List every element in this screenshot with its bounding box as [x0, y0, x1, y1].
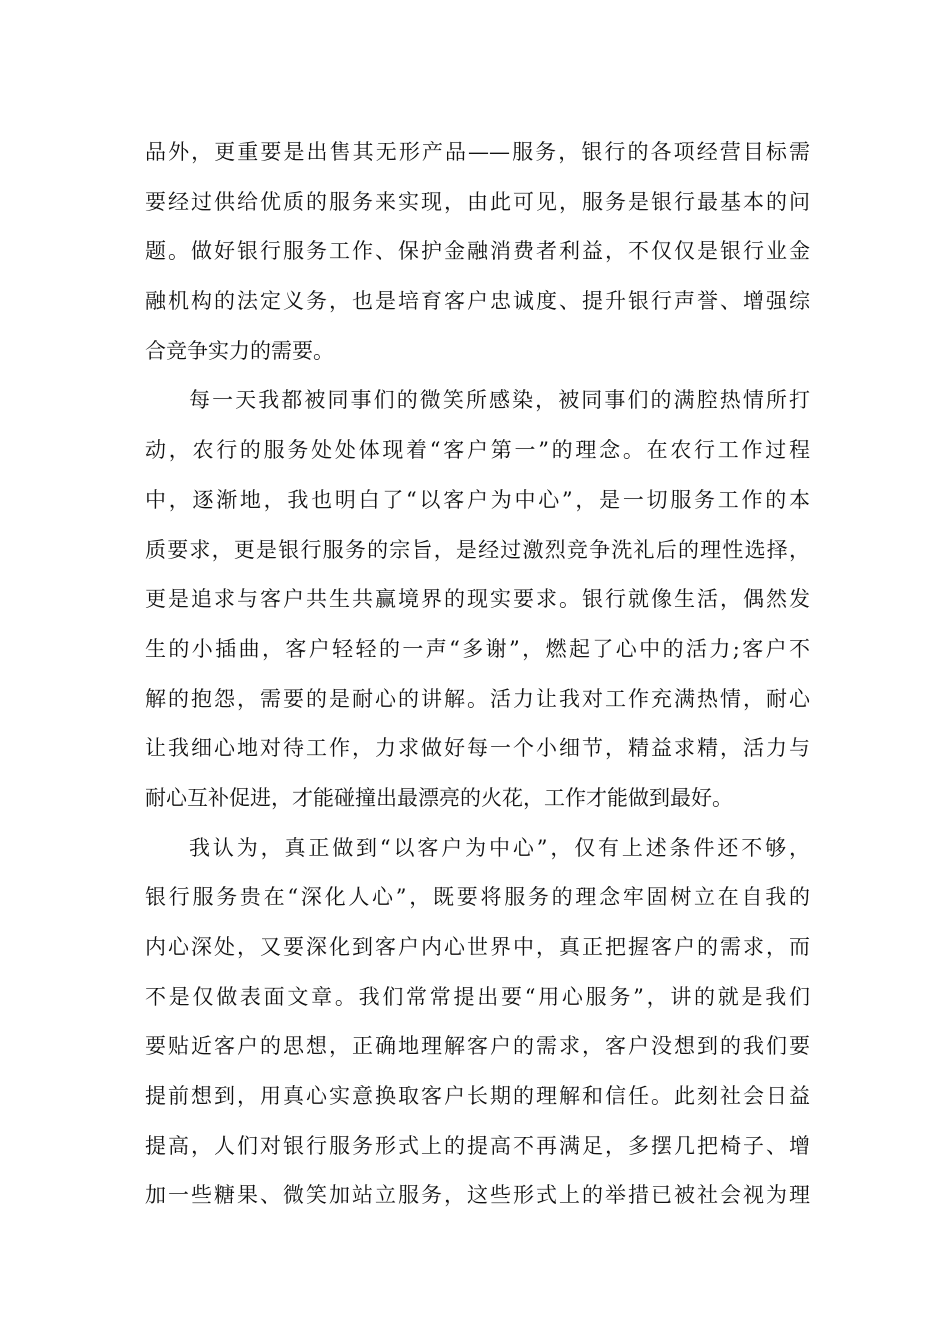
text-line: 内心深处，又要深化到客户内心世界中，真正把握客户的需求，而 — [145, 935, 810, 959]
text-line: 银行服务贵在“深化人心”，既要将服务的理念牢固树立在自我的 — [145, 885, 810, 910]
text-line: 提高，人们对银行服务形式上的提高不再满足，多摆几把椅子、增 — [145, 1133, 810, 1158]
text-line: 我认为，真正做到“以客户为中心”，仅有上述条件还不够， — [189, 835, 810, 860]
text-line: 让我细心地对待工作，力求做好每一个小细节，精益求精，活力与 — [145, 736, 810, 761]
document-body — [145, 128, 810, 1221]
text-line: 耐心互补促进，才能碰撞出最漂亮的火花，工作才能做到最好。 — [145, 785, 733, 810]
text-line: 生的小插曲，客户轻轻的一声“多谢”，燃起了心中的活力;客户不 — [145, 636, 810, 661]
text-line: 不是仅做表面文章。我们常常提出要“用心服务”，讲的就是我们 — [145, 984, 810, 1009]
text-line: 要经过供给优质的服务来实现，由此可见，服务是银行最基本的问 — [145, 189, 810, 214]
text-line: 每一天我都被同事们的微笑所感染，被同事们的满腔热情所打 — [189, 388, 810, 413]
text-line: 品外，更重要是出售其无形产品——服务，银行的各项经营目标需 — [145, 140, 810, 164]
text-line: 融机构的法定义务，也是培育客户忠诚度、提升银行声誉、增强综 — [145, 289, 810, 314]
text-line: 质要求，更是银行服务的宗旨，是经过激烈竞争洗礼后的理性选择， — [145, 537, 810, 562]
text-line: 合竞争实力的需要。 — [145, 338, 334, 363]
text-line: 中，逐渐地，我也明白了“以客户为中心”，是一切服务工作的本 — [145, 487, 810, 512]
text-line: 动，农行的服务处处体现着“客户第一”的理念。在农行工作过程 — [145, 438, 810, 463]
text-line: 加一些糖果、微笑加站立服务，这些形式上的举措已被社会视为理 — [145, 1183, 810, 1208]
text-line: 要贴近客户的思想，正确地理解客户的需求，客户没想到的我们要 — [145, 1034, 810, 1059]
text-line: 更是追求与客户共生共赢境界的现实要求。银行就像生活，偶然发 — [145, 587, 810, 612]
text-line: 解的抱怨，需要的是耐心的讲解。活力让我对工作充满热情，耐心 — [145, 686, 810, 711]
text-line: 题。做好银行服务工作、保护金融消费者利益，不仅仅是银行业金 — [145, 239, 810, 264]
text-line: 提前想到，用真心实意换取客户长期的理解和信任。此刻社会日益 — [145, 1084, 810, 1109]
